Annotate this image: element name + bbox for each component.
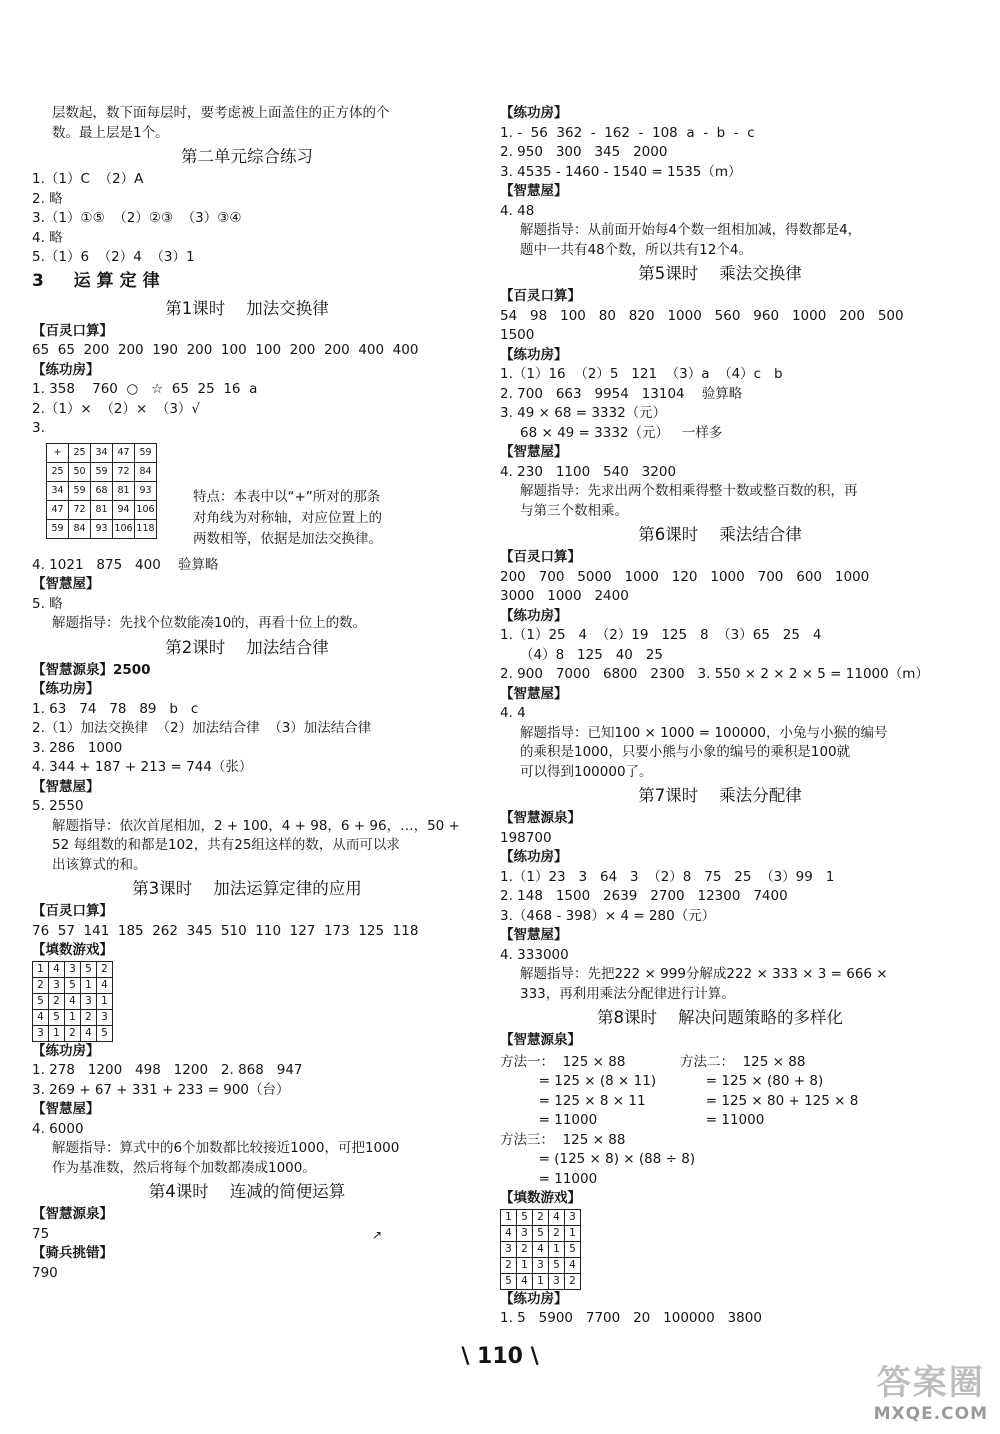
grid-cell: 1 [33,961,49,977]
grid-cell: 68 [91,481,113,500]
answer-line: 1.（1）23 3 64 3 （2）8 75 25 （3）99 1 [500,868,835,885]
calc-line: = 125 × 8 × 11 [500,1092,646,1109]
stray-mark: ↗ [372,1228,383,1242]
section-tag: 【百灵口算】 [32,322,113,339]
hint-line: 解题指导：已知100 × 1000 = 100000，小兔与小猴的编号 [520,724,888,741]
chapter-title: 3 运算定律 [32,270,166,291]
grid-cell: 1 [49,1025,65,1041]
grid-cell: 59 [47,519,69,538]
answer-line: 4. 344 + 187 + 213 = 744（张） [32,759,253,775]
answer-line: 2.（1）加法交换律 （2）加法结合律 （3）加法结合律 [32,720,372,736]
grid-row [501,1209,581,1225]
section-tag: 【百灵口算】 [500,288,581,304]
grid-cell: 4 [517,1273,533,1289]
left-column [32,104,462,1283]
section-tag: 【智慧屋】 [500,927,568,943]
hint-line: 解题指导：算式中的6个加数都比较接近1000，可把1000 [52,1140,400,1156]
answer-line: 1. - 56 362 - 162 - 108 a - b - c [500,124,755,141]
section-tag: 【智慧屋】 [500,685,568,702]
lesson-title: 第1课时 加法交换律 [165,298,329,318]
section-tag: 【练功房】 [32,1042,100,1059]
grid-cell: 25 [69,443,91,462]
answer-line: 790 [32,1264,58,1281]
hint-line: 333，再利用乘法分配律进行计算。 [520,985,735,1002]
answer-line: 3. 286 1000 [32,739,123,756]
grid-row [47,443,157,462]
calc-line: = 125 × (80 + 8) [680,1073,824,1089]
grid-cell: 2 [549,1225,565,1241]
lesson-title: 第6课时 乘法结合律 [638,525,802,544]
grid-cell: 2 [49,993,65,1009]
grid-row [501,1257,581,1273]
answer-line: 4. 333000 [500,946,569,963]
grid-cell: 2 [33,977,49,993]
section-tag: 【练功房】 [500,1290,568,1307]
grid-cell: 118 [135,519,157,538]
grid-cell: 3 [533,1257,549,1273]
answer-line: （4）8 125 40 25 [520,646,663,663]
answer-line: 2. 900 7000 6800 2300 3. 550 × 2 × 2 × 5 = 11000（m） [500,666,929,682]
hint-line: 的乘积是1000，只要小熊与小象的编号的乘积是100就 [520,744,851,760]
grid-row [33,977,113,993]
section-tag: 【智慧屋】 [32,576,100,592]
answer-line: 2. 148 1500 2639 2700 12300 7400 [500,888,788,904]
answer-line: 5. 略 [32,595,63,612]
grid-cell: 4 [33,1009,49,1025]
number-puzzle-grid [500,1209,581,1290]
answer-line: 1. 358 760 ○ ☆ 65 25 16 a [32,381,258,397]
answer-line: 4. 略 [32,229,63,246]
method-one [500,1053,680,1131]
section-tag: 【骑兵挑错】 [32,1245,113,1261]
answer-line: 68 × 49 = 3332（元） 一样多 [520,424,723,441]
grid-cell: 2 [81,1009,97,1025]
section-tag: 【练功房】 [32,681,100,697]
section-tag: 【练功房】 [32,361,100,378]
section-tag: 【智慧屋】 [32,1101,100,1117]
grid-cell: 106 [135,500,157,519]
hint-line: 解题指导：从前面开始每4个数一组相加减，得数都是4， [520,222,862,238]
answer-line: 1. 5 5900 7700 20 100000 3800 [500,1310,762,1326]
text-line: 特点：本表中以“+”所对的那条 [193,488,381,505]
grid-cell: 1 [533,1273,549,1289]
hint-line: 与第三个数相乘。 [520,502,628,519]
grid-cell: 34 [47,481,69,500]
solution-methods [500,1053,940,1131]
lesson-title: 第8课时 解决问题策略的多样化 [597,1008,843,1027]
table-note [193,487,382,550]
grid-cell: 47 [47,500,69,519]
grid-row [33,961,113,977]
section-tag: 【智慧源泉】 [500,1032,581,1048]
text-line: 数。最上层是1个。 [52,124,169,141]
hint-line: 解题指导：先找个位数能凑10的，再看十位上的数。 [52,615,367,631]
section-tag: 【填数游戏】 [32,942,113,958]
answer-line: 1. 278 1200 498 1200 2. 868 947 [32,1062,303,1078]
method-two [680,1053,910,1131]
answer-line: 4. 48 [500,202,535,219]
section-tag: 【智慧屋】 [32,778,100,795]
calc-line: = (125 × 8) × (88 ÷ 8) [500,1151,696,1167]
grid-cell: 34 [91,443,113,462]
grid-cell: 1 [549,1241,565,1257]
grid-cell: 84 [69,519,91,538]
grid-row [501,1241,581,1257]
answer-line: 198700 [500,829,552,846]
section-tag: 【练功房】 [500,346,568,363]
grid-cell: 3 [65,961,81,977]
answer-line: 75 [32,1225,50,1242]
grid-cell: 5 [97,1025,113,1041]
grid-cell: 5 [33,993,49,1009]
grid-cell: 3 [33,1025,49,1041]
answer-line: 2. 略 [32,190,63,207]
grid-cell: 5 [549,1257,565,1273]
section-tag: 【智慧源泉】 [500,810,581,826]
lesson-title: 第5课时 乘法交换律 [638,264,802,283]
hint-line: 解题指导：先把222 × 999分解成222 × 333 × 3 = 666 × [520,966,888,982]
answer-line: 1.（1）16 （2）5 121 （3）a （4）c b [500,366,783,382]
grid-row [501,1225,581,1241]
hint-line: 出该算式的和。 [52,856,147,873]
grid-cell: 50 [69,462,91,481]
grid-cell: 1 [65,1009,81,1025]
answer-line: 3000 1000 2400 [500,588,629,604]
grid-row [47,500,157,519]
calc-line: 方法三： 125 × 88 [500,1131,626,1148]
answer-line: 4. 6000 [32,1120,84,1137]
grid-cell: 84 [135,462,157,481]
section-tag: 【百灵口算】 [500,549,581,565]
grid-cell: 81 [113,481,135,500]
section-tag: 【智慧源泉】 [32,1206,113,1222]
grid-cell: 81 [91,500,113,519]
grid-cell: 25 [47,462,69,481]
lesson-title: 第7课时 乘法分配律 [638,786,802,805]
grid-cell: 3 [517,1225,533,1241]
answer-line: 4. 1021 875 400 验算略 [32,556,219,573]
calc-line: = 125 × 80 + 125 × 8 [680,1092,859,1109]
grid-cell: 3 [549,1273,565,1289]
grid-cell: 3 [501,1241,517,1257]
answer-line: 2. 950 300 345 2000 [500,144,668,160]
hint-line: 解题指导：依次首尾相加，2 + 100，4 + 98，6 + 96，…，50 + [52,817,460,834]
grid-cell: 2 [501,1257,517,1273]
grid-cell: 106 [113,519,135,538]
answer-line: 1.（1）25 4 （2）19 125 8 （3）65 25 4 [500,627,822,643]
section-tag: 【智慧屋】 [500,183,568,199]
calc-line: 方法一： 125 × 88 [500,1053,626,1070]
answer-line: 5.（1）6 （2）4 （3）1 [32,249,195,265]
watermark-url: MXQE.COM [873,1404,988,1424]
grid-cell: 1 [501,1209,517,1225]
grid-cell: 72 [69,500,91,519]
answer-line: 65 65 200 200 190 200 100 100 200 200 400 400 [32,342,419,358]
watermark-logo: 答案圈 [876,1363,985,1403]
grid-row [33,1025,113,1041]
lesson-title: 第2课时 加法结合律 [165,637,329,657]
grid-cell: 5 [81,961,97,977]
answer-line: 4. 4 [500,705,526,721]
grid-cell: 2 [565,1273,581,1289]
grid-cell: 3 [565,1209,581,1225]
answer-line: 200 700 5000 1000 120 1000 700 600 1000 [500,568,870,585]
grid-cell: 93 [135,481,157,500]
grid-cell: 59 [135,443,157,462]
watermark [874,1355,988,1424]
grid-cell: 4 [65,993,81,1009]
grid-cell: 5 [517,1209,533,1225]
grid-cell: 3 [97,1009,113,1025]
grid-cell: 93 [91,519,113,538]
answer-line: 3. 4535 - 1460 - 1540 = 1535（m） [500,163,742,180]
grid-row [33,993,113,1009]
text-line: 层数起，数下面每层时，要考虑被上面盖住的正方体的个 [52,105,390,121]
grid-cell: 3 [49,977,65,993]
grid-cell: 72 [113,462,135,481]
grid-cell: 4 [565,1257,581,1273]
calc-line: = 11000 [500,1112,598,1128]
section-tag: 【练功房】 [500,607,568,624]
grid-cell: 4 [49,961,65,977]
right-column [500,104,940,1329]
section-title: 第二单元综合练习 [181,147,313,166]
lesson-title: 第3课时 加法运算定律的应用 [132,879,362,898]
calc-line: = 11000 [500,1170,598,1187]
grid-cell: 2 [97,961,113,977]
grid-cell: 4 [533,1241,549,1257]
section-tag: 【填数游戏】 [500,1190,581,1206]
grid-row [501,1273,581,1289]
grid-cell: 4 [549,1209,565,1225]
grid-cell: 5 [565,1241,581,1257]
hint-line: 题中一共有48个数，所以共有12个4。 [520,241,752,258]
answer-line: 3. [32,420,45,436]
grid-row [47,519,157,538]
lesson-title: 第4课时 连减的简便运算 [148,1182,346,1201]
hint-line: 可以得到100000了。 [520,763,653,780]
method-three [500,1131,940,1190]
grid-cell: 1 [565,1225,581,1241]
grid-cell: 2 [65,1025,81,1041]
section-tag: 【练功房】 [500,105,568,121]
grid-row [47,481,157,500]
grid-cell: 5 [65,977,81,993]
grid-cell: 47 [113,443,135,462]
grid-row [47,462,157,481]
hint-line: 解题指导：先求出两个数相乘得整十数或整百数的积，再 [520,483,858,499]
answer-line: 3. 269 + 67 + 331 + 233 = 900（台） [32,1081,290,1098]
grid-cell: 1 [517,1257,533,1273]
grid-cell: 5 [49,1009,65,1025]
grid-cell: 94 [113,500,135,519]
text-line: 两数相等，依据是加法交换律。 [193,530,382,547]
answer-line: 54 98 100 80 820 1000 560 960 1000 200 500 [500,307,904,324]
grid-cell: 4 [501,1225,517,1241]
answer-line: 76 57 141 185 262 345 510 110 127 173 125 118 [32,922,419,939]
section-tag: 【百灵口算】 [32,903,113,919]
grid-cell: 2 [533,1209,549,1225]
number-puzzle-grid [32,961,113,1042]
answer-line: 3.（1）①⑤ （2）②③ （3）③④ [32,210,242,226]
answer-line: 4. 230 1100 540 3200 [500,463,677,480]
grid-cell: 4 [97,977,113,993]
answer-line: 5. 2550 [32,798,84,814]
answer-line: 3. 49 × 68 = 3332（元） [500,405,667,421]
calc-line: = 11000 [680,1112,765,1128]
grid-cell: 5 [501,1273,517,1289]
grid-cell: 4 [81,1025,97,1041]
answer-line: 3.（468 - 398）× 4 = 280（元） [500,907,716,924]
grid-cell: 1 [81,977,97,993]
hint-line: 52 每组数的和都是102，共有25组这样的数，从而可以求 [52,837,400,853]
answer-line: 1500 [500,327,535,343]
answer-line: 1. 63 74 78 89 b c [32,700,199,717]
section-tag: 【练功房】 [500,849,568,865]
calc-line: = 125 × (8 × 11) [500,1073,657,1089]
answer-line: 2. 700 663 9954 13104 验算略 [500,385,743,402]
page-number: \ 110 \ [461,1344,539,1369]
hint-line: 作为基准数，然后将每个加数都凑成1000。 [52,1159,316,1176]
calc-line: 方法二： 125 × 88 [680,1053,806,1070]
addition-table [46,443,157,539]
section-tag: 【智慧屋】 [500,444,568,460]
grid-cell: + [47,443,69,462]
grid-cell: 59 [91,462,113,481]
grid-cell: 1 [97,993,113,1009]
answer-line: 2.（1）× （2）× （3）√ [32,400,201,417]
grid-cell: 5 [533,1225,549,1241]
grid-row [33,1009,113,1025]
text-line: 对角线为对称轴，对应位置上的 [193,509,382,526]
grid-cell: 59 [69,481,91,500]
grid-cell: 3 [81,993,97,1009]
section-tag: 【智慧源泉】2500 [32,661,151,678]
answer-line: 1.（1）C （2）A [32,171,144,187]
grid-cell: 2 [517,1241,533,1257]
